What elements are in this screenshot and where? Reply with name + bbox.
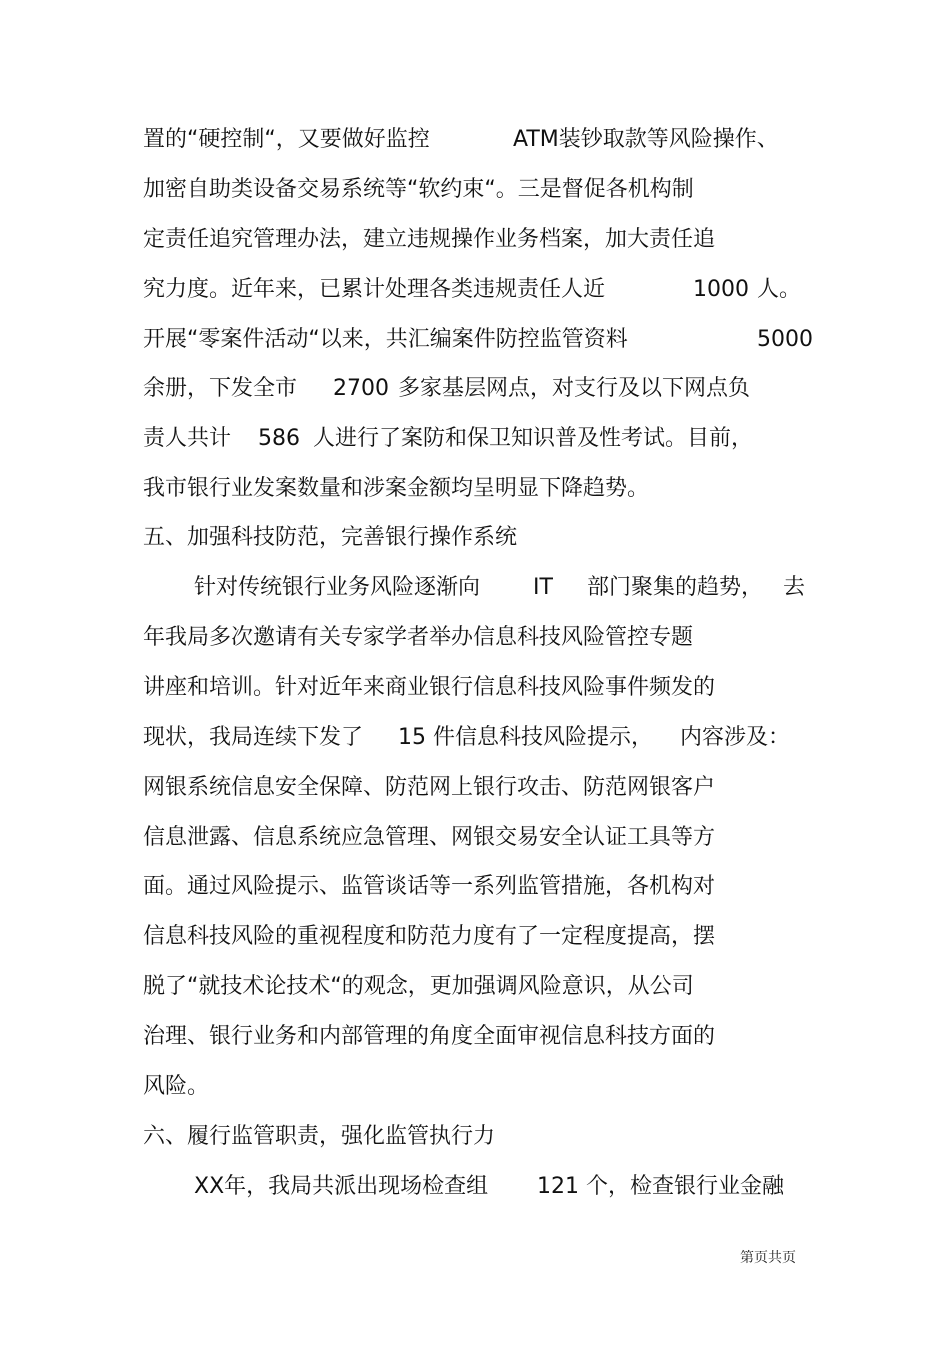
text-segment: 内容涉及：: [680, 725, 791, 750]
text-segment: 究力度。近年来，已累计处理各类违规责任人近: [143, 277, 606, 302]
text-segment: 5000: [757, 327, 813, 352]
text-segment: IT: [533, 575, 553, 600]
text-line: [0, 172, 950, 208]
text-segment: 人。: [757, 277, 802, 302]
text-segment: 2700: [333, 376, 389, 401]
text-segment: 15 件信息科技风险提示，: [398, 725, 653, 750]
text-line: [0, 222, 950, 258]
text-line: [0, 770, 950, 806]
text-segment: 讲座和培训。针对近年来商业银行信息科技风险事件频发的: [143, 675, 716, 700]
text-line: [0, 720, 950, 756]
text-segment: 1000: [693, 277, 749, 302]
text-segment: 网银系统信息安全保障、防范网上银行攻击、防范网银客户: [143, 775, 716, 800]
text-line: [0, 919, 950, 955]
text-segment: 置的“硬控制“，又要做好监控: [143, 127, 430, 152]
text-segment: 脱了“就技术论技术“的观念，更加强调风险意识，从公司: [143, 974, 694, 999]
text-segment: 人进行了案防和保卫知识普及性考试。目前，: [313, 426, 754, 451]
text-segment: 586: [258, 426, 300, 451]
text-segment: 现状，我局连续下发了: [143, 725, 364, 750]
text-segment: 余册，下发全市: [143, 376, 298, 401]
text-segment: 年我局多次邀请有关专家学者举办信息科技风险管控专题: [143, 625, 694, 650]
text-line: [0, 272, 950, 308]
text-line: [0, 570, 950, 606]
text-line: [0, 421, 950, 457]
text-segment: XX年，我局共派出现场检查组: [194, 1174, 489, 1199]
text-line: [0, 471, 950, 507]
text-segment: 针对传统银行业务风险逐渐向: [194, 575, 481, 600]
text-segment: 去: [783, 575, 806, 600]
text-segment: 开展“零案件活动“以来，共汇编案件防控监管资料: [143, 327, 628, 352]
text-line: [0, 122, 950, 158]
text-segment: 责人共计: [143, 426, 232, 451]
text-segment: 五、加强科技防范，完善银行操作系统: [143, 525, 518, 550]
text-line: [0, 1019, 950, 1055]
text-segment: 治理、银行业务和内部管理的角度全面审视信息科技方面的: [143, 1024, 716, 1049]
text-line: [0, 869, 950, 905]
text-line: [0, 520, 950, 556]
text-segment: 121 个，检查银行业金融: [537, 1174, 784, 1199]
text-segment: 加密自助类设备交易系统等“软约束“。三是督促各机构制: [143, 177, 694, 202]
text-segment: 信息泄露、信息系统应急管理、网银交易安全认证工具等方: [143, 825, 716, 850]
text-segment: ATM装钞取款等风险操作、: [513, 127, 779, 152]
text-segment: 面。通过风险提示、监管谈话等一系列监管措施，各机构对: [143, 874, 716, 899]
text-segment: 多家基层网点，对支行及以下网点负: [398, 376, 751, 401]
text-segment: 六、履行监管职责，强化监管执行力: [143, 1124, 496, 1149]
text-line: [0, 670, 950, 706]
text-segment: 信息科技风险的重视程度和防范力度有了一定程度提高，摆: [143, 924, 716, 949]
text-line: [0, 322, 950, 358]
text-segment: 我市银行业发案数量和涉案金额均呈明显下降趋势。: [143, 476, 650, 501]
text-line: [0, 1169, 950, 1205]
text-line: [0, 371, 950, 407]
text-segment: 定责任追究管理办法，建立违规操作业务档案，加大责任追: [143, 227, 716, 252]
text-line: [0, 1069, 950, 1105]
text-line: [0, 1119, 950, 1155]
text-segment: 风险。: [143, 1074, 210, 1099]
text-line: [0, 620, 950, 656]
text-line: [0, 969, 950, 1005]
page-footer: 第页共页: [740, 1250, 796, 1266]
text-segment: 部门聚集的趋势，: [587, 575, 764, 600]
text-line: [0, 820, 950, 856]
